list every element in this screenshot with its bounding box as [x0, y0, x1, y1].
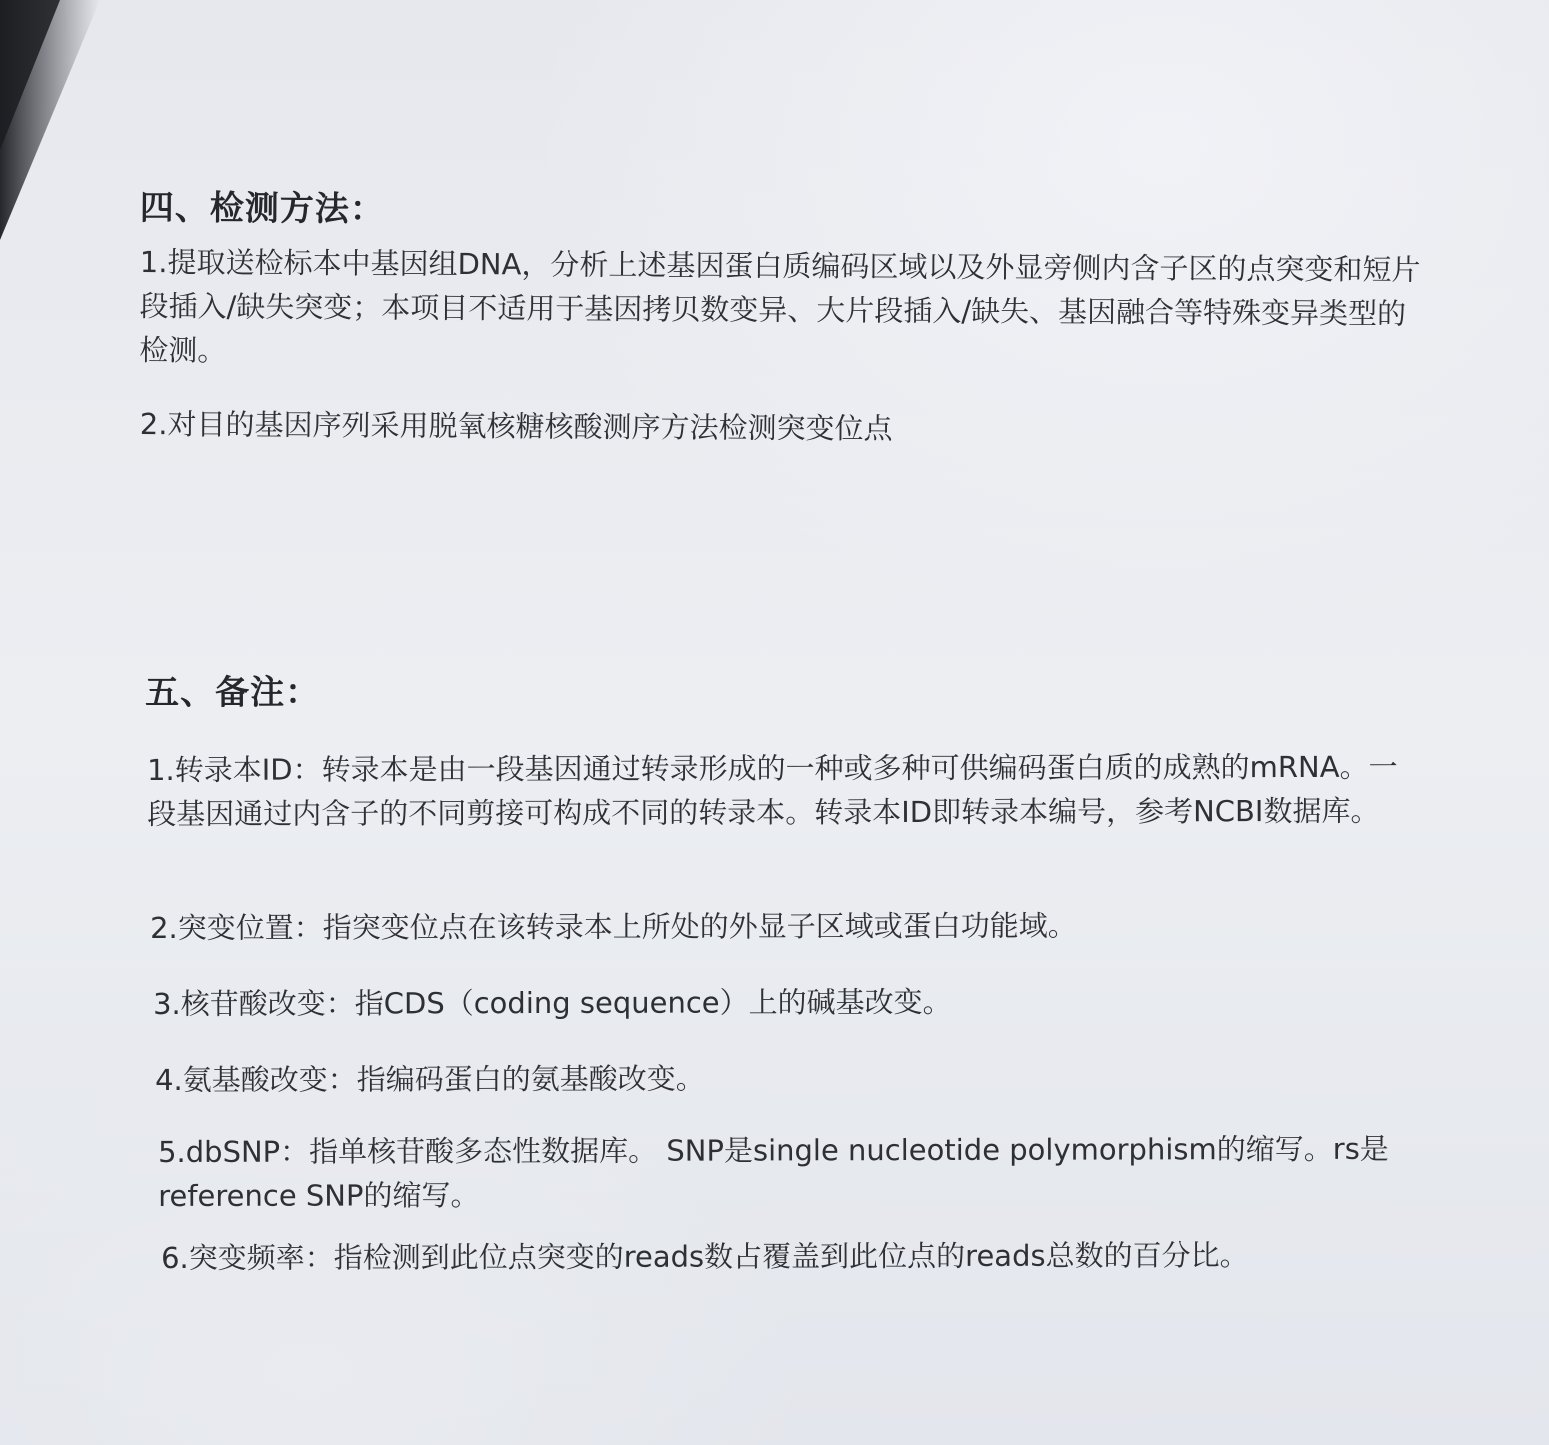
section-4-title: 四、检测方法：: [139, 187, 385, 230]
note-amino-acid-change: 4.氨基酸改变：指编码蛋白的氨基酸改变。: [155, 1061, 705, 1097]
note-mutation-frequency: 6.突变频率：指检测到此位点突变的reads数占覆盖到此位点的reads总数的百分比。: [161, 1238, 1249, 1275]
section-4-paragraph-2: 2.对目的基因序列采用脱氧核糖核酸测序方法检测突变位点: [139, 406, 893, 446]
note-dbsnp: 5.dbSNP：指单核苷酸多态性数据库。 SNP是single nucleotide polymorphism的缩写。rs是 reference SNP的缩写。: [158, 1131, 1389, 1213]
section-4-paragraph-1: 1.提取送检标本中基因组DNA，分析上述基因蛋白质编码区域以及外显旁侧内含子区的点突变和短片段插入/缺失突变；本项目不适用于基因拷贝数变异、大片段插入/缺失、基因融合等特殊变异类型的检测。: [139, 244, 1421, 368]
note-transcript-id: 1.转录本ID：转录本是由一段基因通过转录形成的一种或多种可供编码蛋白质的成熟的mRNA。一段基因通过内含子的不同剪接可构成不同的转录本。转录本ID即转录本编号，参考NCBI数据库。: [147, 749, 1398, 831]
note-nucleotide-change: 3.核苷酸改变：指CDS（coding sequence）上的碱基改变。: [153, 984, 952, 1021]
section-5-title: 五、备注：: [145, 672, 321, 713]
note-mutation-position: 2.突变位置：指突变位点在该转录本上所处的外显子区域或蛋白功能域。: [150, 908, 1077, 945]
